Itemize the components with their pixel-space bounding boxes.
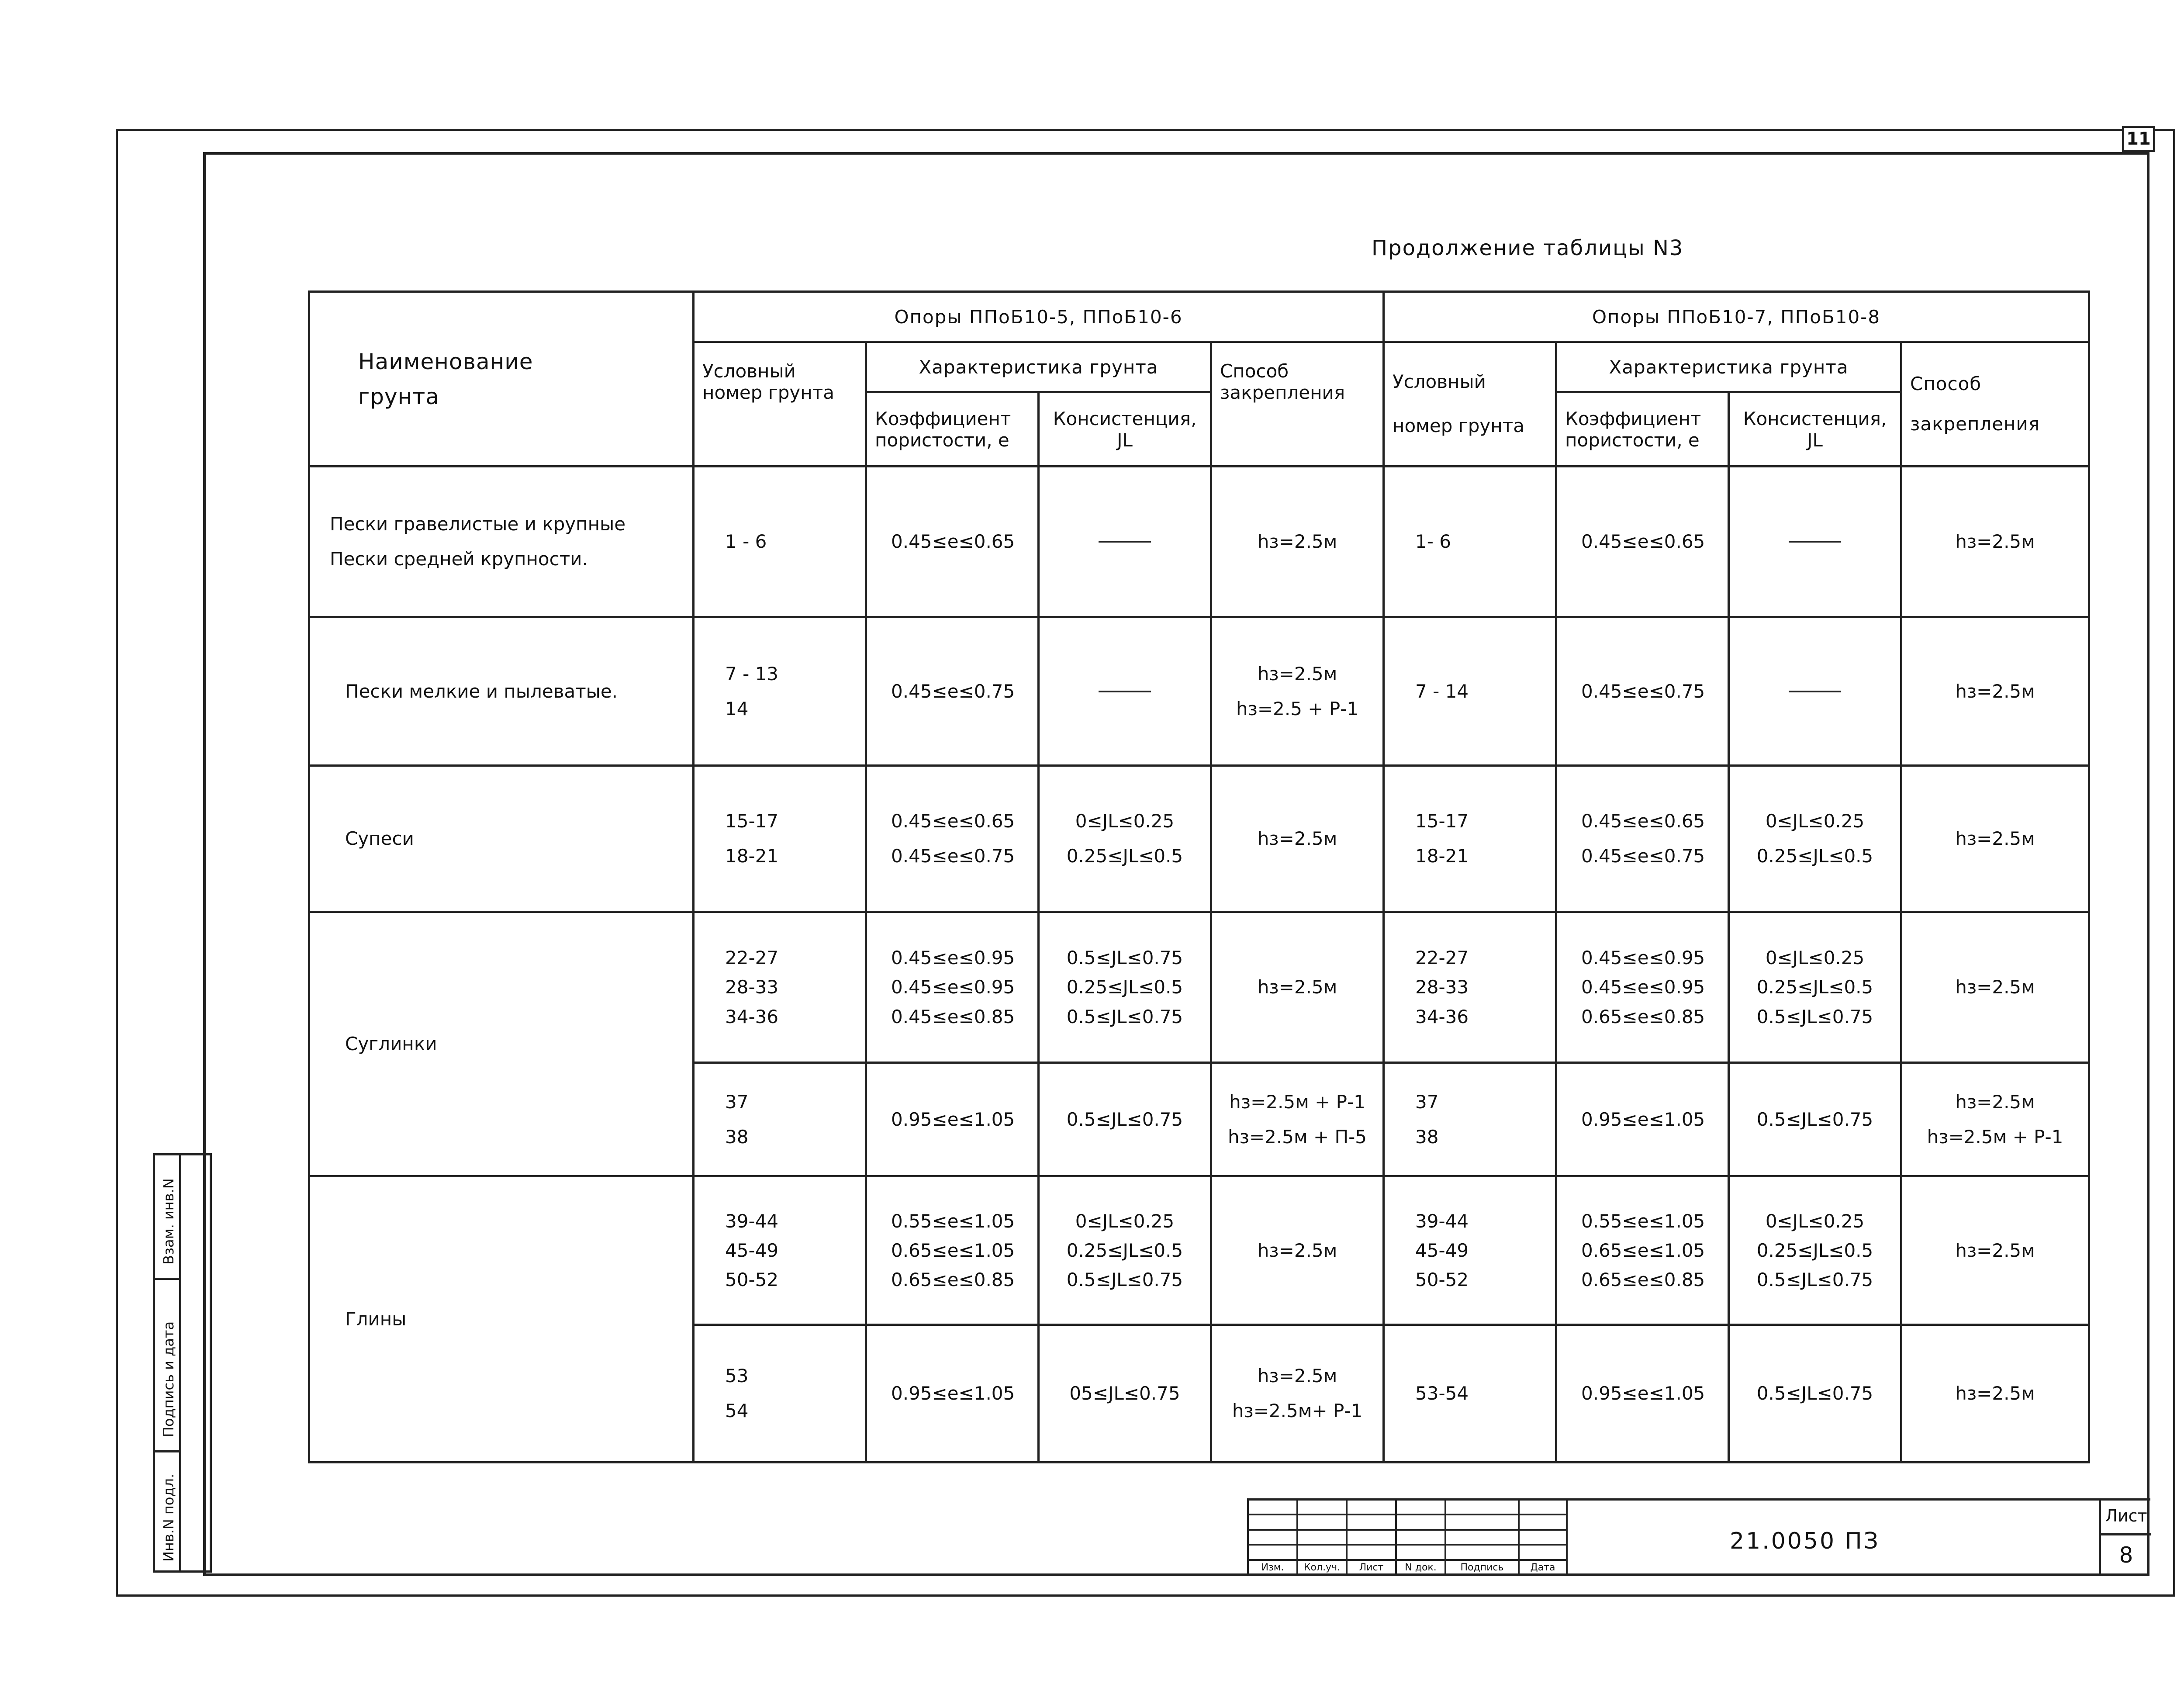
cell-g1-num xyxy=(694,766,866,912)
soil-name-cell xyxy=(309,1176,694,1463)
cell-g2-j xyxy=(1729,617,1901,766)
empty-dash xyxy=(1047,674,1202,709)
cell-value: 0.65≤е≤1.05 xyxy=(891,1239,1015,1261)
cell-value: 38 xyxy=(725,1126,749,1148)
cell-value: hз=2.5м + Р-1 xyxy=(1229,1091,1365,1113)
soil-name: Пески гравелистые и крупные xyxy=(330,513,626,535)
cell-value: 0≤JL≤0.25 xyxy=(1765,1210,1865,1232)
revision-col-label: Подпись xyxy=(1445,1560,1519,1575)
cell-value: 14 xyxy=(725,698,749,719)
cell-value: 34-36 xyxy=(725,1006,779,1027)
revision-col-label: Дата xyxy=(1519,1560,1567,1575)
table-row xyxy=(309,617,2089,766)
cell-value: 0≤JL≤0.25 xyxy=(1075,810,1175,832)
soil-name-cell xyxy=(309,912,694,1176)
cell-value: 50-52 xyxy=(725,1269,779,1291)
cell-value: 0.5≤JL≤0.75 xyxy=(1066,947,1183,969)
cell-value: 0.5≤JL≤0.75 xyxy=(1066,1269,1183,1291)
cell-g1-m xyxy=(1211,1325,1384,1463)
cell-g2-m xyxy=(1901,1063,2089,1176)
cell-value: 05≤JL≤0.75 xyxy=(1069,1383,1180,1404)
revision-col-label: Кол.уч. xyxy=(1297,1560,1347,1575)
group1-header: Опоры ППоБ10-5, ППоБ10-6 xyxy=(694,292,1384,342)
approval-stamp xyxy=(153,1153,212,1573)
cell-g2-j xyxy=(1729,467,1901,617)
cell-value: hз=2.5м xyxy=(1257,828,1337,850)
cell-value: 0.5≤JL≤0.75 xyxy=(1756,1108,1873,1130)
cell-value: 0.45≤е≤0.95 xyxy=(891,976,1015,998)
cell-g2-num xyxy=(1384,912,1556,1063)
cell-g1-e xyxy=(866,1325,1039,1463)
cell-g1-j xyxy=(1039,1325,1211,1463)
cell-g1-m xyxy=(1211,766,1384,912)
cell-g2-e xyxy=(1556,912,1729,1063)
soil-name: Супеси xyxy=(345,828,414,850)
cell-value: hз=2.5м xyxy=(1257,976,1337,998)
cell-value: 0.5≤JL≤0.75 xyxy=(1756,1269,1873,1291)
cell-value: 28-33 xyxy=(725,976,779,998)
cell-value: 1- 6 xyxy=(1415,531,1451,553)
g1-porosity-header: Коэффициент пористости, е xyxy=(866,392,1039,467)
cell-value: 22-27 xyxy=(1415,947,1469,969)
cell-value: 15-17 xyxy=(1415,810,1469,832)
cell-g2-j xyxy=(1729,1176,1901,1325)
cell-g1-j xyxy=(1039,1176,1211,1325)
cell-value: 0≤JL≤0.25 xyxy=(1075,1210,1175,1232)
cell-g1-m xyxy=(1211,1176,1384,1325)
cell-value: 54 xyxy=(725,1400,749,1421)
cell-g1-num xyxy=(694,1063,866,1176)
cell-value: 0.5≤JL≤0.75 xyxy=(1756,1006,1873,1027)
cell-value: 0.95≤е≤1.05 xyxy=(1581,1108,1705,1130)
cell-g2-e xyxy=(1556,1325,1729,1463)
cell-value: 0.45≤е≤0.65 xyxy=(891,531,1015,553)
revision-col-label: Изм. xyxy=(1248,1560,1297,1575)
cell-g1-m xyxy=(1211,912,1384,1063)
table-caption: Продолжение таблицы N3 xyxy=(1372,236,1684,260)
soil-name-cell xyxy=(309,617,694,766)
cell-value: 37 xyxy=(725,1091,749,1113)
cell-value: 0.5≤JL≤0.75 xyxy=(1756,1383,1873,1404)
stamp-inv-vzam-label: Взам. инв.N xyxy=(160,1178,177,1265)
revision-col-label: Лист xyxy=(1347,1560,1396,1575)
cell-value: 34-36 xyxy=(1415,1006,1469,1027)
cell-g2-m xyxy=(1901,1176,2089,1325)
cell-g2-num xyxy=(1384,617,1556,766)
g2-consistency-header: Консистенция, JL xyxy=(1729,392,1901,467)
cell-g2-j xyxy=(1729,912,1901,1063)
cell-value: 0.45≤е≤0.65 xyxy=(1581,810,1705,832)
cell-g1-num xyxy=(694,1325,866,1463)
cell-value: 45-49 xyxy=(1415,1239,1469,1261)
header-name xyxy=(309,292,694,467)
cell-g1-e xyxy=(866,1176,1039,1325)
header-name-text: Наименование грунта xyxy=(358,349,533,409)
cell-value: 37 xyxy=(1415,1091,1439,1113)
cell-g1-j xyxy=(1039,467,1211,617)
cell-g2-m xyxy=(1901,1325,2089,1463)
cell-g2-m xyxy=(1901,912,2089,1063)
cell-g2-m xyxy=(1901,617,2089,766)
cell-g1-e xyxy=(866,766,1039,912)
table-row xyxy=(309,467,2089,617)
cell-value: 18-21 xyxy=(1415,845,1469,867)
cell-g2-num xyxy=(1384,467,1556,617)
cell-g2-num xyxy=(1384,1325,1556,1463)
cell-g2-j xyxy=(1729,1063,1901,1176)
cell-value: hз=2.5м + Р-1 xyxy=(1927,1126,2063,1148)
group2-header: Опоры ППоБ10-7, ППоБ10-8 xyxy=(1384,292,2089,342)
cell-value: 39-44 xyxy=(725,1210,779,1232)
cell-value: 0.45≤е≤0.95 xyxy=(891,947,1015,969)
soil-name: Глины xyxy=(345,1308,407,1330)
cell-value: 0.45≤е≤0.85 xyxy=(891,1006,1015,1027)
g1-consistency-header: Консистенция, JL xyxy=(1039,392,1211,467)
sheet-label: Лист xyxy=(2101,1498,2151,1535)
cell-value: 0.45≤е≤0.75 xyxy=(891,680,1015,702)
revision-col-label: N док. xyxy=(1396,1560,1445,1575)
cell-value: 0.25≤JL≤0.5 xyxy=(1756,976,1873,998)
cell-g2-e xyxy=(1556,1063,1729,1176)
cell-value: 0.5≤JL≤0.75 xyxy=(1066,1108,1183,1130)
cell-value: hз=2.5м xyxy=(1257,531,1337,553)
cell-g1-j xyxy=(1039,912,1211,1063)
cell-g2-num xyxy=(1384,766,1556,912)
cell-value: hз=2.5м xyxy=(1257,1239,1337,1261)
cell-value: 39-44 xyxy=(1415,1210,1469,1232)
soil-name: Пески средней крупности. xyxy=(330,548,588,570)
cell-value: hз=2.5 + Р-1 xyxy=(1236,698,1359,719)
soil-name: Пески мелкие и пылеватые. xyxy=(345,680,618,702)
cell-value: 28-33 xyxy=(1415,976,1469,998)
sheet-corner-number: 11 xyxy=(2122,126,2155,152)
cell-value: 0.55≤е≤1.05 xyxy=(891,1210,1015,1232)
cell-value: hз=2.5м xyxy=(1955,1239,2035,1261)
document-code: 21.0050 ПЗ xyxy=(1730,1528,1880,1554)
cell-g1-j xyxy=(1039,1063,1211,1176)
cell-value: 0.25≤JL≤0.5 xyxy=(1066,976,1183,998)
cell-value: 38 xyxy=(1415,1126,1439,1148)
cell-g2-num xyxy=(1384,1063,1556,1176)
sheet-number: 8 xyxy=(2119,1542,2133,1568)
cell-g1-e xyxy=(866,617,1039,766)
cell-g1-m xyxy=(1211,467,1384,617)
g2-porosity-header: Коэффициент пористости, е xyxy=(1556,392,1729,467)
cell-value: 7 - 13 xyxy=(725,663,779,685)
cell-value: 0.95≤е≤1.05 xyxy=(1581,1383,1705,1404)
stamp-inv-podl xyxy=(155,1452,181,1570)
cell-value: 7 - 14 xyxy=(1415,680,1469,702)
table-row xyxy=(309,912,2089,1063)
cell-g1-m xyxy=(1211,617,1384,766)
cell-value: 0.45≤е≤0.95 xyxy=(1581,976,1705,998)
cell-value: 0.65≤е≤0.85 xyxy=(1581,1006,1705,1027)
cell-value: 45-49 xyxy=(725,1239,779,1261)
cell-value: hз=2.5м xyxy=(1955,680,2035,702)
cell-g2-num xyxy=(1384,1176,1556,1325)
g2-method-header: Способ закрепления xyxy=(1901,342,2089,467)
soil-name: Суглинки xyxy=(345,1033,437,1055)
soil-table xyxy=(308,290,2090,1463)
cell-value: hз=2.5м xyxy=(1955,531,2035,553)
empty-dash xyxy=(1738,524,1892,559)
cell-value: hз=2.5м xyxy=(1257,1365,1337,1387)
cell-value: 0.25≤JL≤0.5 xyxy=(1756,845,1873,867)
g2-char-header: Характеристика грунта xyxy=(1556,342,1901,392)
cell-g1-e xyxy=(866,1063,1039,1176)
cell-value: 0.45≤е≤0.75 xyxy=(1581,845,1705,867)
cell-value: 0.25≤JL≤0.5 xyxy=(1066,845,1183,867)
cell-value: 0.45≤е≤0.65 xyxy=(1581,531,1705,553)
cell-g2-m xyxy=(1901,766,2089,912)
cell-value: 50-52 xyxy=(1415,1269,1469,1291)
cell-value: 0.25≤JL≤0.5 xyxy=(1066,1239,1183,1261)
cell-value: 0.25≤JL≤0.5 xyxy=(1756,1239,1873,1261)
cell-value: 53 xyxy=(725,1365,749,1387)
cell-g1-num xyxy=(694,912,866,1063)
cell-g2-e xyxy=(1556,617,1729,766)
stamp-inv-vzam xyxy=(155,1155,181,1280)
cell-g1-m xyxy=(1211,1063,1384,1176)
cell-g2-e xyxy=(1556,467,1729,617)
cell-value: 0.45≤е≤0.95 xyxy=(1581,947,1705,969)
g1-char-header: Характеристика грунта xyxy=(866,342,1211,392)
revision-grid xyxy=(1247,1498,1568,1576)
soil-name-cell xyxy=(309,467,694,617)
cell-value: 0≤JL≤0.25 xyxy=(1765,810,1865,832)
stamp-sign-date-label: Подпись и дата xyxy=(160,1321,177,1437)
cell-value: 0.65≤е≤0.85 xyxy=(891,1269,1015,1291)
cell-value: 22-27 xyxy=(725,947,779,969)
cell-value: 0.95≤е≤1.05 xyxy=(891,1108,1015,1130)
cell-g1-num xyxy=(694,467,866,617)
cell-g1-e xyxy=(866,912,1039,1063)
empty-dash xyxy=(1738,674,1892,709)
cell-g2-e xyxy=(1556,766,1729,912)
stamp-sign-date xyxy=(155,1280,181,1452)
table-row xyxy=(309,766,2089,912)
cell-value: hз=2.5м xyxy=(1955,976,2035,998)
cell-value: 0.45≤е≤0.75 xyxy=(1581,680,1705,702)
cell-value: 0.45≤е≤0.65 xyxy=(891,810,1015,832)
cell-value: 0.55≤е≤1.05 xyxy=(1581,1210,1705,1232)
cell-g1-num xyxy=(694,1176,866,1325)
cell-g1-j xyxy=(1039,766,1211,912)
cell-value: 0.45≤е≤0.75 xyxy=(891,845,1015,867)
cell-value: 18-21 xyxy=(725,845,779,867)
g1-method-header: Способ закрепления xyxy=(1211,342,1384,467)
cell-g1-num xyxy=(694,617,866,766)
cell-value: 0≤JL≤0.25 xyxy=(1765,947,1865,969)
cell-value: hз=2.5м xyxy=(1955,1383,2035,1404)
cell-value: hз=2.5м+ Р-1 xyxy=(1232,1400,1363,1421)
cell-value: 15-17 xyxy=(725,810,779,832)
cell-g2-e xyxy=(1556,1176,1729,1325)
table-row xyxy=(309,1176,2089,1325)
cell-g2-j xyxy=(1729,1325,1901,1463)
cell-g2-m xyxy=(1901,467,2089,617)
empty-dash xyxy=(1047,524,1202,559)
cell-g1-j xyxy=(1039,617,1211,766)
cell-g1-e xyxy=(866,467,1039,617)
cell-value: hз=2.5м + П-5 xyxy=(1228,1126,1367,1148)
cell-value: 0.5≤JL≤0.75 xyxy=(1066,1006,1183,1027)
cell-value: 1 - 6 xyxy=(725,531,767,553)
cell-value: 0.65≤е≤1.05 xyxy=(1581,1239,1705,1261)
cell-value: 53-54 xyxy=(1415,1383,1469,1404)
cell-value: 0.95≤е≤1.05 xyxy=(891,1383,1015,1404)
g1-cond-num-header: Условный номер грунта xyxy=(694,342,866,467)
cell-value: hз=2.5м xyxy=(1955,1091,2035,1113)
soil-name-cell xyxy=(309,766,694,912)
cell-value: 0.65≤е≤0.85 xyxy=(1581,1269,1705,1291)
cell-value: hз=2.5м xyxy=(1955,828,2035,850)
cell-value: hз=2.5м xyxy=(1257,663,1337,685)
sheet-box xyxy=(2099,1498,2151,1576)
cell-g2-j xyxy=(1729,766,1901,912)
stamp-inv-podl-label: Инв.N подл. xyxy=(160,1473,177,1562)
g2-cond-num-header: Условный номер грунта xyxy=(1384,342,1556,467)
